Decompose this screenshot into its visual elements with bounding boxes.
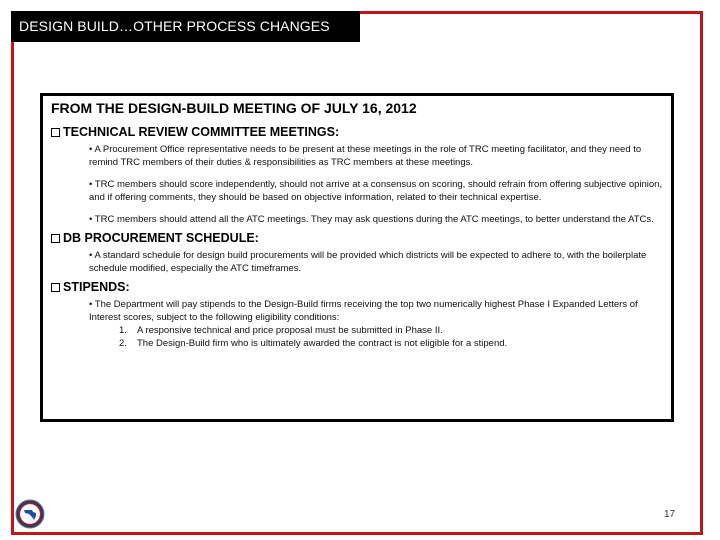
content-box: [40, 93, 674, 422]
numbered-item: [119, 324, 663, 337]
section-db-schedule: [51, 231, 663, 275]
section-trc-meetings: [51, 125, 663, 226]
section-title: TECHNICAL REVIEW COMMITTEE MEETINGS:: [63, 125, 340, 139]
page-number: 17: [664, 509, 676, 520]
bullet-item: • The Department will pay stipends to the Design-Build firms receiving the top two numerically highest Phase I Expanded Letters of Interest scores, subject to the following eligibility conditions:: [89, 299, 638, 323]
bullet-item: • TRC members should attend all the ATC meetings. They may ask questions during the ATC meetings, to better understand the ATCs.: [89, 214, 654, 225]
item-text: The Design-Build firm who is ultimately awarded the contract is not eligible for a stipend.: [137, 338, 508, 349]
bullet-item: • A Procurement Office representative needs to be present at these meetings in the role of TRC meeting facilitator, and they need to remind TRC members of their duties & responsibilities as TRC members at these meetings.: [89, 144, 642, 168]
item-number: 1.: [119, 325, 127, 336]
item-text: A responsive technical and price proposal must be submitted in Phase II.: [137, 325, 443, 336]
section-title: DB PROCUREMENT SCHEDULE:: [63, 231, 259, 245]
slide-title: DESIGN BUILD…OTHER PROCESS CHANGES: [11, 11, 360, 42]
section-stipends: [51, 280, 663, 350]
section-heading: [51, 280, 663, 295]
numbered-item: [119, 337, 663, 350]
section-heading: [51, 231, 663, 246]
checkbox-bullet-icon: [51, 234, 60, 243]
bullet-item: • TRC members should score independently, should not arrive at a consensus on scoring, should refrain from offering subjective opinion, and if offering comments, they should be based on objective information, related to their technical expertise.: [89, 179, 663, 203]
item-number: 2.: [119, 338, 127, 349]
meeting-heading: FROM THE DESIGN-BUILD MEETING OF JULY 16, 2012: [51, 100, 417, 116]
section-title: STIPENDS:: [63, 280, 130, 294]
bullet-item: • A standard schedule for design build procurements will be provided which districts will be expected to adhere to, with the boilerplate schedule modified, especially the ATC timeframes.: [89, 250, 647, 274]
section-heading: [51, 125, 663, 140]
checkbox-bullet-icon: [51, 128, 60, 137]
department-seal-icon: [15, 499, 45, 529]
checkbox-bullet-icon: [51, 283, 60, 292]
